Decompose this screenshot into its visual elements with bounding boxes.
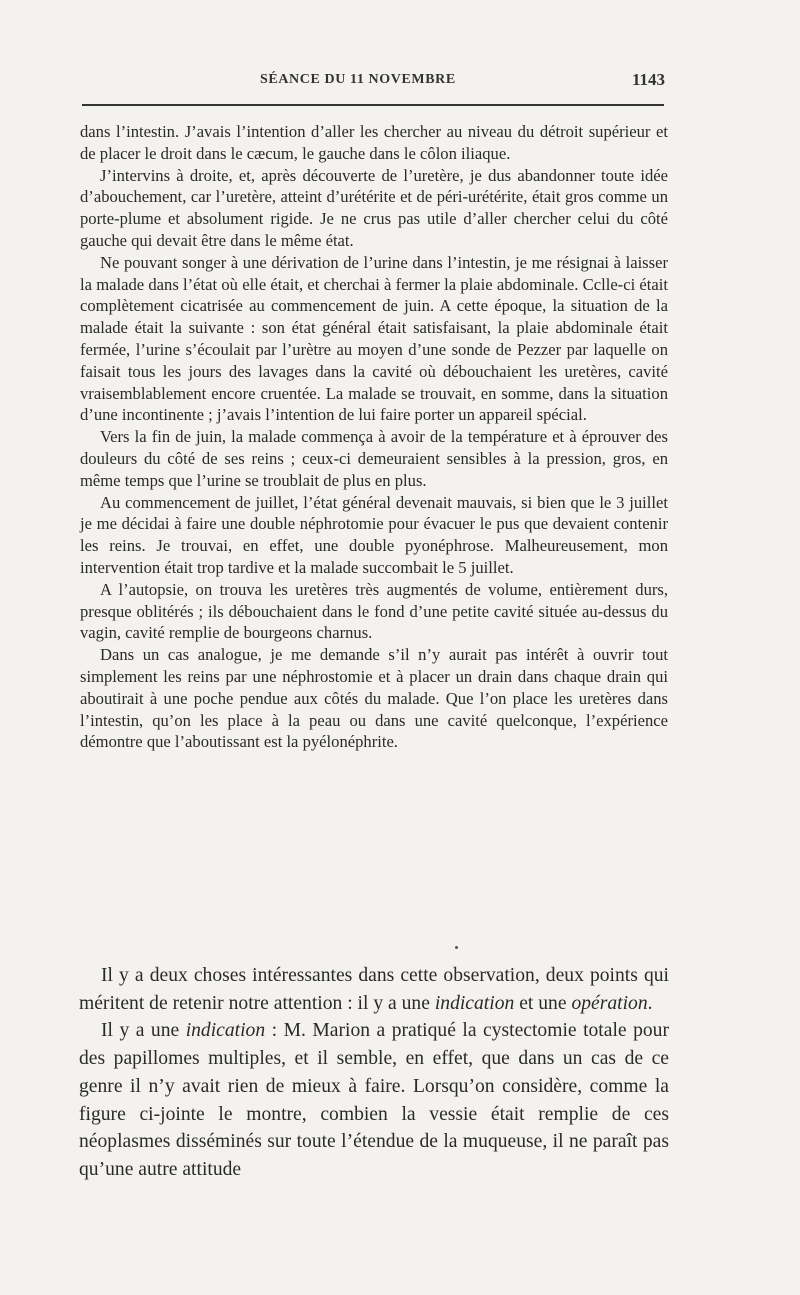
header-rule bbox=[82, 104, 664, 106]
paragraph bbox=[79, 962, 669, 1017]
emphasis: indication bbox=[185, 1020, 266, 1042]
paragraph: dans l’intestin. J’avais l’intention d’aller les chercher au niveau du détroit supérieur et de placer le droit dans le cæcum, le gauche dans le côlon iliaque. bbox=[80, 122, 668, 163]
text-run: Il y a une bbox=[101, 1020, 186, 1042]
text-run: Il y a deux choses intéressantes dans cette observation, deux points qui méritent de retenir notre attention : il y a une bbox=[79, 965, 669, 1014]
text-run: : M. Marion a pratiqué la cystectomie totale pour des papillomes multiples, et il semble, en effet, que dans un cas de ce genre il n’y avait rien de mieux à faire. Lorsqu’on considère, comme la figure ci-jointe le montre, combien la vessie était remplie de ces néoplasmes disséminés sur toute l’étendue de la muqueuse, il ne paraît pas qu’une autre attitude bbox=[79, 1020, 669, 1180]
paragraph: Ne pouvant songer à une dérivation de l’urine dans l’intestin, je me résignai à laisser la malade dans l’état où elle était, et cherchai à fermer la plaie abdominale. Cclle-ci était complètement cicatrisée au commencement de juin. A cette époque, la situation de la malade était la suivante : son état général était satisfaisant, la plaie abdominale était fermée, l’urine s’écoulait par l’urètre au moyen d’une sonde de Pezzer par laquelle on faisait tous les jours des lavages dans la cavité où débouchaient les uretères, cavité vraisemblablement encore cruentée. La malade se trouvait, en somme, dans la situation d’une incontinente ; j’avais l’intention de lui faire porter un appareil spécial. bbox=[80, 252, 668, 425]
text-run: . bbox=[647, 992, 653, 1014]
running-header bbox=[80, 72, 665, 96]
paragraph: Vers la fin de juin, la malade commença à avoir de la température et à éprouver des douleurs du côté de ses reins ; ceux-ci demeuraient sensibles à la pression, gros, en même temps que l’urine se troublait de plus en plus. bbox=[80, 427, 668, 490]
section-separator-dot bbox=[455, 946, 458, 949]
header-title: SÉANCE DU 11 NOVEMBRE bbox=[260, 72, 456, 87]
paragraph bbox=[79, 1017, 669, 1183]
paragraph: Au commencement de juillet, l’état général devenait mauvais, si bien que le 3 juillet je me décidai à faire une double néphrotomie pour évacuer le pus que devaient contenir les reins. Je trouvai, en effet, une double pyonéphrose. Malheureusement, mon intervention était trop tardive et la malade succombait le 5 juillet. bbox=[80, 492, 668, 577]
text-run: et une bbox=[514, 992, 572, 1014]
paragraph: A l’autopsie, on trouva les uretères très augmentés de volume, entièrement durs, presque oblitérés ; ils débouchaient dans le fond d’une petite cavité située au-dessus du vagin, cavité remplie de bourgeons charnus. bbox=[80, 579, 668, 643]
page-number: 1143 bbox=[631, 70, 665, 89]
paragraph: Dans un cas analogue, je me demande s’il n’y aurait pas intérêt à ouvrir tout simplement les reins par une néphrostomie et à placer un drain dans chaque drain qui aboutirait à une poche pendue aux côtés du malade. Que l’on place les uretères dans l’intestin, qu’on les place à la peau ou dans une cavité quelconque, l’expérience démontre que l’aboutissant est la pyélonéphrite. bbox=[80, 645, 668, 752]
emphasis: opération bbox=[571, 992, 648, 1014]
observation-text bbox=[80, 121, 668, 753]
emphasis: indication bbox=[434, 992, 515, 1014]
commentary-text bbox=[79, 962, 669, 1184]
paragraph: J’intervins à droite, et, après découverte de l’uretère, je dus abandonner toute idée d’abouchement, car l’uretère, atteint d’urétérite et de péri-urétérite, était gros comme un porte-plume et absolument rigide. Je ne crus pas utile d’aller chercher celui du côté gauche qui devait être dans le même état. bbox=[80, 165, 668, 250]
